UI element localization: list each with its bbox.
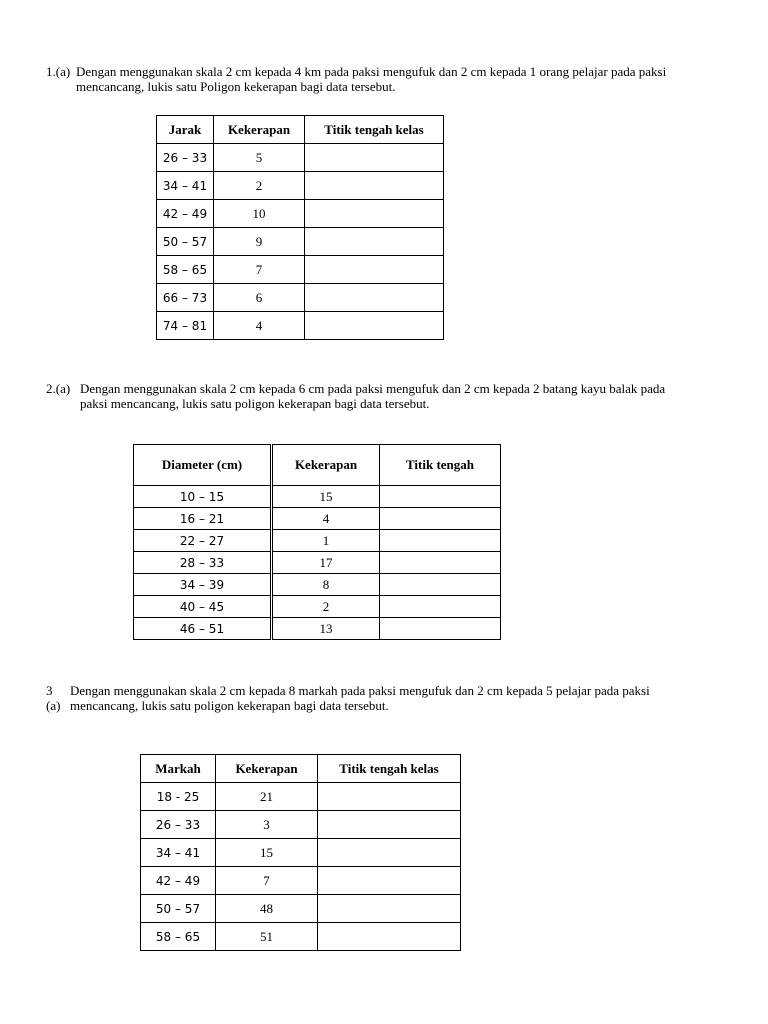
table-row xyxy=(134,574,501,596)
midpoint-cell[interactable] xyxy=(380,486,501,508)
freq-cell: 7 xyxy=(214,256,305,284)
header-titik-tengah: Titik tengah xyxy=(380,445,501,486)
midpoint-cell[interactable] xyxy=(318,811,461,839)
table-3-markah xyxy=(140,754,461,951)
midpoint-cell[interactable] xyxy=(305,200,444,228)
table-2-diameter xyxy=(133,444,501,640)
freq-cell: 21 xyxy=(216,783,318,811)
table-1-jarak xyxy=(156,115,444,340)
question-2-number: 2.(a) xyxy=(46,381,71,396)
midpoint-cell[interactable] xyxy=(305,284,444,312)
midpoint-cell[interactable] xyxy=(380,508,501,530)
freq-cell: 8 xyxy=(272,574,380,596)
midpoint-cell[interactable] xyxy=(380,530,501,552)
freq-cell: 6 xyxy=(214,284,305,312)
freq-cell: 13 xyxy=(272,618,380,640)
header-kekerapan: Kekerapan xyxy=(216,755,318,783)
range-cell: 26 – 33 xyxy=(141,811,216,839)
freq-cell: 7 xyxy=(216,867,318,895)
midpoint-cell[interactable] xyxy=(380,552,501,574)
table-row xyxy=(141,923,461,951)
table-row xyxy=(157,284,444,312)
range-cell: 50 – 57 xyxy=(157,228,214,256)
range-cell: 50 – 57 xyxy=(141,895,216,923)
range-cell: 58 – 65 xyxy=(141,923,216,951)
freq-cell: 2 xyxy=(272,596,380,618)
range-cell: 26 – 33 xyxy=(157,144,214,172)
freq-cell: 1 xyxy=(272,530,380,552)
table-row xyxy=(157,256,444,284)
table-row xyxy=(157,200,444,228)
question-3-number: 3 xyxy=(46,683,53,698)
range-cell: 34 – 41 xyxy=(157,172,214,200)
table-row xyxy=(141,811,461,839)
range-cell: 58 – 65 xyxy=(157,256,214,284)
table-header-row xyxy=(157,116,444,144)
midpoint-cell[interactable] xyxy=(305,256,444,284)
table-row xyxy=(134,552,501,574)
midpoint-cell[interactable] xyxy=(380,618,501,640)
range-cell: 18 - 25 xyxy=(141,783,216,811)
freq-cell: 5 xyxy=(214,144,305,172)
question-1-text-line1: Dengan menggunakan skala 2 cm kepada 4 km pada paksi mengufuk dan 2 cm kepada 1 orang pelajar pada paksi xyxy=(76,64,667,79)
range-cell: 42 – 49 xyxy=(157,200,214,228)
midpoint-cell[interactable] xyxy=(318,867,461,895)
question-1-number: 1.(a) xyxy=(46,64,71,79)
range-cell: 34 – 39 xyxy=(134,574,272,596)
midpoint-cell[interactable] xyxy=(305,228,444,256)
freq-cell: 15 xyxy=(272,486,380,508)
question-1-text-line2: mencancang, lukis satu Poligon kekerapan bagi data tersebut. xyxy=(76,79,396,94)
table-row xyxy=(134,508,501,530)
header-titik-tengah: Titik tengah kelas xyxy=(305,116,444,144)
header-diameter: Diameter (cm) xyxy=(134,445,272,486)
range-cell: 74 – 81 xyxy=(157,312,214,340)
table-row xyxy=(141,783,461,811)
range-cell: 34 – 41 xyxy=(141,839,216,867)
midpoint-cell[interactable] xyxy=(380,574,501,596)
table-row xyxy=(141,895,461,923)
header-titik-tengah: Titik tengah kelas xyxy=(318,755,461,783)
midpoint-cell[interactable] xyxy=(305,172,444,200)
freq-cell: 4 xyxy=(214,312,305,340)
range-cell: 28 – 33 xyxy=(134,552,272,574)
question-3-subpart: (a) xyxy=(46,698,61,713)
freq-cell: 48 xyxy=(216,895,318,923)
midpoint-cell[interactable] xyxy=(318,783,461,811)
range-cell: 22 – 27 xyxy=(134,530,272,552)
midpoint-cell[interactable] xyxy=(318,923,461,951)
question-2-text-line2: paksi mencancang, lukis satu poligon kekerapan bagi data tersebut. xyxy=(80,396,430,411)
table-row xyxy=(157,144,444,172)
freq-cell: 4 xyxy=(272,508,380,530)
freq-cell: 17 xyxy=(272,552,380,574)
table-row xyxy=(157,228,444,256)
table-header-row xyxy=(141,755,461,783)
range-cell: 16 – 21 xyxy=(134,508,272,530)
freq-cell: 10 xyxy=(214,200,305,228)
table-row xyxy=(134,530,501,552)
table-row xyxy=(141,867,461,895)
freq-cell: 15 xyxy=(216,839,318,867)
midpoint-cell[interactable] xyxy=(380,596,501,618)
table-header-row xyxy=(134,445,501,486)
range-cell: 42 – 49 xyxy=(141,867,216,895)
range-cell: 46 – 51 xyxy=(134,618,272,640)
midpoint-cell[interactable] xyxy=(318,895,461,923)
midpoint-cell[interactable] xyxy=(305,312,444,340)
table-row xyxy=(157,172,444,200)
freq-cell: 2 xyxy=(214,172,305,200)
question-3-text-line2: mencancang, lukis satu poligon kekerapan bagi data tersebut. xyxy=(70,698,389,713)
freq-cell: 9 xyxy=(214,228,305,256)
range-cell: 66 – 73 xyxy=(157,284,214,312)
header-jarak: Jarak xyxy=(157,116,214,144)
header-markah: Markah xyxy=(141,755,216,783)
freq-cell: 3 xyxy=(216,811,318,839)
table-row xyxy=(134,486,501,508)
midpoint-cell[interactable] xyxy=(318,839,461,867)
freq-cell: 51 xyxy=(216,923,318,951)
table-row xyxy=(141,839,461,867)
table-row xyxy=(134,596,501,618)
question-3-text-line1: Dengan menggunakan skala 2 cm kepada 8 markah pada paksi mengufuk dan 2 cm kepada 5 pelajar pada paksi xyxy=(70,683,650,698)
midpoint-cell[interactable] xyxy=(305,144,444,172)
table-row xyxy=(157,312,444,340)
range-cell: 10 – 15 xyxy=(134,486,272,508)
question-2-text-line1: Dengan menggunakan skala 2 cm kepada 6 cm pada paksi mengufuk dan 2 cm kepada 2 batang kayu balak pada xyxy=(80,381,666,396)
header-kekerapan: Kekerapan xyxy=(214,116,305,144)
header-kekerapan: Kekerapan xyxy=(272,445,380,486)
table-row xyxy=(134,618,501,640)
range-cell: 40 – 45 xyxy=(134,596,272,618)
